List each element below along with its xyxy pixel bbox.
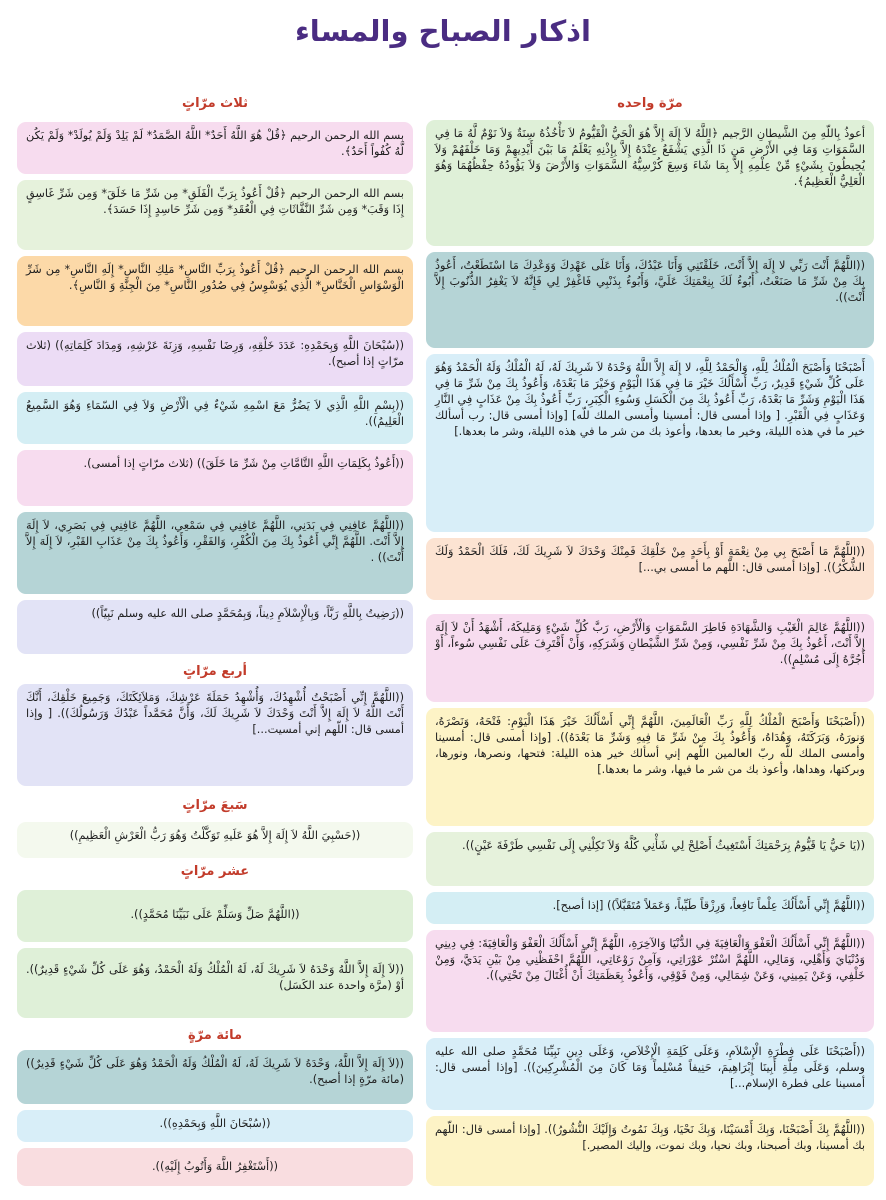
dhikr-card-salawat: ((اللَّهُمَّ صَلِّ وَسَلِّمْ عَلَى نَبَيِّنَا مُحَمَّدٍ)). <box>17 890 413 942</box>
dhikr-card-ilman-nafian: ((اللَّهُمَّ إِنِّي أَسْأَلُكَ عِلْماً نَافِعاً، وَرِزْقاً طَيِّباً، وَعَمَلاً مُتَقَبَّلاً)) [إذا أصبح]. <box>426 892 874 924</box>
dhikr-card-alim-ghayb: ((اللَّهُمَّ عَالِمَ الْغَيْبِ وَالشَّهَادَةِ فَاطِرَ السَّمَوَاتِ وَالْأَرْضِ، رَبَّ كُلِّ شَيْءٍ وَمَلِيكَهُ، أَشْهَدُ أَنْ لاَ إِلَهَ إِلاَّ أَنْتَ، أَعُوذُ بِكَ مِنْ شَرِّ نَفْسِي، وَمِنْ شَرِّ الشَّيْطانِ وَشَرَكِهِ، وَأَنْ أَقْتَرِفَ عَلَى نَفْسِي سُوءاً، أَوْ أَجُرَّهُ إِلَى مُسْلِمٍ)). <box>426 614 874 702</box>
dhikr-card-raditu: ((رَضِيتُ بِاللَّهِ رَبَّاً، وَبِالْإِسْلاَمِ دِيناً، وَبِمُحَمَّدٍ صلى الله عليه وسلم نَبِيّاً)) <box>17 600 413 654</box>
dhikr-card-ayat-kursi: أعوذُ بِاللّهِ مِنَ الشَّيطانِ الرَّجيم ﴿اللَّهُ لاَ إِلَهَ إِلاَّ هُوَ الْحَيُّ الْقَيُّومُ لاَ تَأْخُذُهُ سِنَةٌ وَلاَ نَوْمٌ لَّهُ مَا فِي السَّمَوَاتِ وَمَا فِي الأَرْضِ مَن ذَا الَّذِي يَشْفَعُ عِنْدَهُ إِلاَّ بِإِذْنِهِ يَعْلَمُ مَا بَيْنَ أَيْدِيهِمْ وَمَا خَلْفَهُمْ وَلاَ يُحِيطُونَ بِشَيْءٍ مِّنْ عِلْمِهِ إِلاَّ بِمَا شَاءَ وَسِعَ كُرْسِيُّهُ السَّمَوَاتِ وَالأَرْضَ وَلاَ يَؤُودُهُ حِفْظُهُمَا وَهُوَ الْعَلِيُّ الْعَظِيمُ﴾. <box>426 120 874 246</box>
dhikr-card-hasbiyallah: ((حَسْبِيَ اللَّهُ لاَ إِلَهَ إِلاَّ هُوَ عَلَيهِ تَوَكَّلْتُ وَهُوَ رَبُّ الْعَرْشِ الْعَظِيمِ)) <box>17 822 413 858</box>
dhikr-card-subhanallah-bihamdih: ((سُبْحَانَ اللَّهِ وَبِحَمْدِهِ)). <box>17 1110 413 1142</box>
dhikr-card-ikhlas: بسم الله الرحمن الرحيم ﴿قُلْ هُوَ اللَّهُ أَحَدٌ* اللَّهُ الصَّمَدُ* لَمْ يَلِدْ وَلَمْ يُولَدْ* وَلَمْ يَكُن لَّهُ كُفُواً أَحَدٌ﴾. <box>17 122 413 174</box>
dhikr-card-ushhiduka: ((اللَّهُمَّ إِنِّي أَصْبَحْتُ أُشْهِدُكَ، وَأُشْهِدُ حَمَلَةَ عَرْشِكَ، وَمَلاَئِكَتَكَ، وَجَمِيعَ خَلْقِكَ، أَنَّكَ أَنْتَ اللَّهُ لاَ إِلَهَ إِلاَّ أَنْتَ وَحْدَكَ لاَ شَرِيكَ لَكَ، وَأَنَّ مُحَمَّداً عَبْدُكَ وَرَسُولُكَ)). [ وإذا أمسى قال: اللّهم إني أمسيت...] <box>17 684 413 786</box>
dhikr-card-tahlil-hundred: ((لاَ إِلَهَ إِلاَّ اللَّهُ، وَحْدَهُ لاَ شَرِيكَ لَهُ، لَهُ الْمُلْكُ وَلَهُ الْحَمْدُ وَهُوَ عَلَى كُلِّ شَيْءٍ قَدِيرٌ)) (مائة مرّةٍ إذا أصبح). <box>17 1050 413 1104</box>
heading-four-times: أربع مرّاتٍ <box>183 664 247 679</box>
dhikr-card-afw-afiya: ((اللَّهُمَّ إِنِّي أَسْأَلُكَ الْعَفْوَ وَالْعَافِيَةَ فِي الدُّنْيَا وَالآخِرَةِ، اللَّهُمَّ إِنِّي أَسْأَلُكَ الْعَفْوَ وَالْعَافِيَةَ: فِي دِينِي وَدُنْيَايَ وَأَهْلِي، وَمَالِي، اللَّهُمَّ اسْتُرْ عَوْرَاتِي، وَآمِنْ رَوْعَاتِي، اللَّهُمَّ احْفَظْنِي مِنْ بَيْنِ يَدَيَّ، وَمِنْ خَلْفِي، وَعَنْ يَمِينِي، وَعَنْ شِمَالِي، وَمِنْ فَوْقِي، وَأَعُوذُ بِعَظَمَتِكَ أَنْ أُغْتَالَ مِنْ تَحْتِي)). <box>426 930 874 1032</box>
heading-hundred-times: مائة مرّةٍ <box>187 1028 243 1043</box>
dhikr-card-kalimat-tammat: ((أَعُوذُ بِكَلِمَاتِ اللَّهِ التَّامَّاتِ مِنْ شَرِّ مَا خَلَقَ)) (ثلاث مرّاتٍ إذا أمسى). <box>17 450 413 506</box>
heading-three-times: ثلاث مرّاتٍ <box>182 96 248 111</box>
dhikr-card-bismillah-la-yadur: ((بِسْمِ اللَّهِ الَّذِي لاَ يَضُرُّ مَعَ اسْمِهِ شَيْءٌ فِي الْأَرْضِ وَلاَ فِي السّمَاءِ وَهُوَ السَّمِيعُ الْعَلِيمُ)). <box>17 392 413 444</box>
dhikr-card-afini-badani: ((اللَّهُمَّ عَافِنِي فِي بَدَنِي، اللَّهُمَّ عَافِنِي فِي سَمْعِي، اللَّهُمَّ عَافِنِي فِي بَصَرِي، لاَ إِلَهَ إِلاَّ أَنْتَ. اللَّهُمَّ إِنِّي أَعُوذُ بِكَ مِنَ الْكُفْرِ، وَالفَقْرِ، وَأَعُوذُ بِكَ مِنْ عَذَابِ القَبْرِ، لاَ إِلَهَ إِلاَّ أَنْتَ)) . <box>17 512 413 594</box>
dhikr-card-bika-asbahna: ((اللَّهُمَّ بِكَ أَصْبَحْنَا، وَبِكَ أَمْسَيْنَا، وَبِكَ نَحْيَا، وَبِكَ نَمُوتُ وَإِلَيْكَ النُّشُورُ)). [وإذا أمسى قال: اللّهم بك أمسينا، وبك أصبحنا، وبك نحيا، وبك نموت، وإليك المصير.] <box>426 1116 874 1186</box>
dhikr-card-ya-hayy: ((يَا حَيُّ يَا قَيُّومُ بِرَحْمَتِكَ أَسْتَغِيثُ أَصْلِحْ لِي شَأْنِي كُلَّهُ وَلاَ تَكِلْنِي إِلَى نَفْسِي طَرْفَةَ عَيْنٍ)). <box>426 832 874 886</box>
page-title: اذكار الصباح والمساء <box>294 14 592 48</box>
heading-once: مرّة واحده <box>617 96 683 111</box>
dhikr-card-sayyid-istighfar: ((اللَّهُمَّ أَنْتَ رَبِّي لا إِلَهَ إِلاَّ أَنْتَ، خَلَقْتَنِي وَأَنَا عَبْدُكَ، وَأَنَا عَلَى عَهْدِكَ وَوَعْدِكَ مَا اسْتَطَعْتُ، أَعُوذُ بِكَ مِنْ شَرِّ مَا صَنَعْتُ، أَبُوءُ لَكَ بِنِعْمَتِكَ عَلَيَّ، وَأَبُوءُ بِذَنْبِي فَاغْفِرْ لِي فَإِنَّهُ لاَ يَغْفِرُ الذُّنُوبَ إِلاَّ أَنْتَ)). <box>426 252 874 348</box>
dhikr-card-subhan-adad: ((سُبْحَانَ اللَّهِ وَبِحَمْدِهِ: عَدَدَ خَلْقِهِ، وَرِضَا نَفْسِهِ، وَزِنَةَ عَرْشِهِ، وَمِدَادَ كَلِمَاتِهِ)) (ثلاث مرّاتٍ إذا أصبح). <box>17 332 413 386</box>
heading-ten-times: عشر مرّاتٍ <box>180 864 250 879</box>
heading-seven-times: سَبعَ مرّاتٍ <box>182 798 248 813</box>
dhikr-card-nas: بسم الله الرحمن الرحيم ﴿قُلْ أَعُوذُ بِرَبِّ النَّاسِ* مَلِكِ النَّاسِ* إِلَهِ النَّاسِ* مِن شَرِّ الْوَسْوَاسِ الْخَنَّاسِ* الَّذِي يُوَسْوِسُ فِي صُدُورِ النَّاسِ* مِنَ الْجِنَّةِ وَ النَّاسِ﴾. <box>17 256 413 326</box>
dhikr-card-tahlil-ten: ((لاَ إِلَهَ إِلاَّ اللَّهُ وَحْدَهُ لاَ شَرِيكَ لَهُ، لَهُ الْمُلْكُ وَلَهُ الْحَمْدُ، وَهُوَ عَلَى كُلِّ شَيْءٍ قَدِيرٌ)). أوْ (مرَّة واحدة عند الكَسَل) <box>17 948 413 1018</box>
dhikr-card-ma-asbaha-bi: ((اللَّهُمَّ مَا أَصْبَحَ بِي مِنْ نِعْمَةٍ أَوْ بِأَحَدٍ مِنْ خَلْقِكَ فَمِنْكَ وَحْدَكَ لاَ شَرِيكَ لَكَ، فَلَكَ الْحَمْدُ وَلَكَ الشُّكْرُ)). [وإذا أمسى قال: اللّهم ما أمسى بي...] <box>426 538 874 600</box>
dhikr-card-fitrat-islam: ((أَصْبَحْنَا عَلَى فِطْرَةِ الْإِسْلاَمِ، وَعَلَى كَلِمَةِ الْإِخْلاَصِ، وَعَلَى دِينِ نَبِيِّنَا مُحَمَّدٍ صلى الله عليه وسلم، وَعَلَى مِلَّةِ أَبِينَا إِبْرَاهِيمَ، حَنِيفاً مُسْلِماً وَمَا كَانَ مِنَ الْمُشْرِكِينَ)). [وإذا أمسى قال: أمسينا على فطرة الإسلام...] <box>426 1038 874 1110</box>
dhikr-card-asbahna-mulk: أَصْبَحْنَا وَأَصْبَحَ الْمُلْكُ لِلَّهِ، وَالْحَمْدُ لِلَّهِ، لا إِلَهَ إِلاَّ اللَّهُ وَحْدَهُ لاَ شَرِيكَ لَهُ، لَهُ الْمُلْكُ وَلَهُ الْحَمْدُ وَهُوَ عَلَى كُلِّ شَيْءٍ قَدِيرٌ، رَبِّ أَسْأَلُكَ خَيْرَ مَا فِي هَذَا الْيَوْمِ وَخَيْرَ مَا بَعْدَهُ، وَأَعُوذُ بِكَ مِنْ شَرِّ مَا فِي هَذَا الْيَوْمِ وَشَرِّ مَا بَعْدَهُ، رَبِّ أَعُوذُ بِكَ مِنَ الْكَسَلِ وَسُوءِ الْكِبَرِ، رَبِّ أَعُوذُ بِكَ مِنْ عَذَابٍ فِي النَّارِ وَعَذَابٍ فِي الْقَبْرِ. [ وإذا أمسى قال: أمسينا وأمسى الملك للّه] [وإذا أمسى قال: رب أسألك خير ما في هذه الليلة، وخير ما بعدها، وأعوذ بك من شر ما في هذه الليلة، وشر ما بعدها.] <box>426 354 874 532</box>
dhikr-card-falaq: بسم الله الرحمن الرحيم ﴿قُلْ أَعُوذُ بِرَبِّ الْفَلَقِ* مِن شَرِّ مَا خَلَقَ* وَمِن شَرِّ غَاسِقٍ إِذَا وَقَبَ* وَمِن شَرِّ النَّفَّاثَاتِ فِي الْعُقَدِ* وَمِن شَرِّ حَاسِدٍ إِذَا حَسَدَ﴾. <box>17 180 413 250</box>
dhikr-card-asbahna-rabb-alamin: ((أَصْبَحْنَا وَأَصْبَحَ الْمُلْكُ لِلَّهِ رَبِّ الْعَالَمِينَ، اللَّهُمَّ إِنِّي أَسْأَلُكَ خَيْرَ هَذَا الْيَوْمِ: فَتْحَهُ، وَنَصْرَهُ، وَنورَهُ، وَبَرَكَتَهُ، وَهُدَاهُ، وَأَعُوذُ بِكَ مِنْ شَرِّ مَا فِيهِ وَشَرِّ مَا بَعْدَهُ)). [وإذا أمسى قال: أمسينا وأمسى الملك للّه ربّ العالمين اللّهم إني أسألك خير هذه الليلة: فتحها، ونصرها، ونورها، وبركتها، وهداها، وأعوذ بك من شر ما فيها، وشر ما بعدها.] <box>426 708 874 826</box>
dhikr-card-astaghfirullah: ((أَسْتَغْفِرُ اللَّهَ وَأَتُوبُ إِلَيْهِ)). <box>17 1148 413 1186</box>
